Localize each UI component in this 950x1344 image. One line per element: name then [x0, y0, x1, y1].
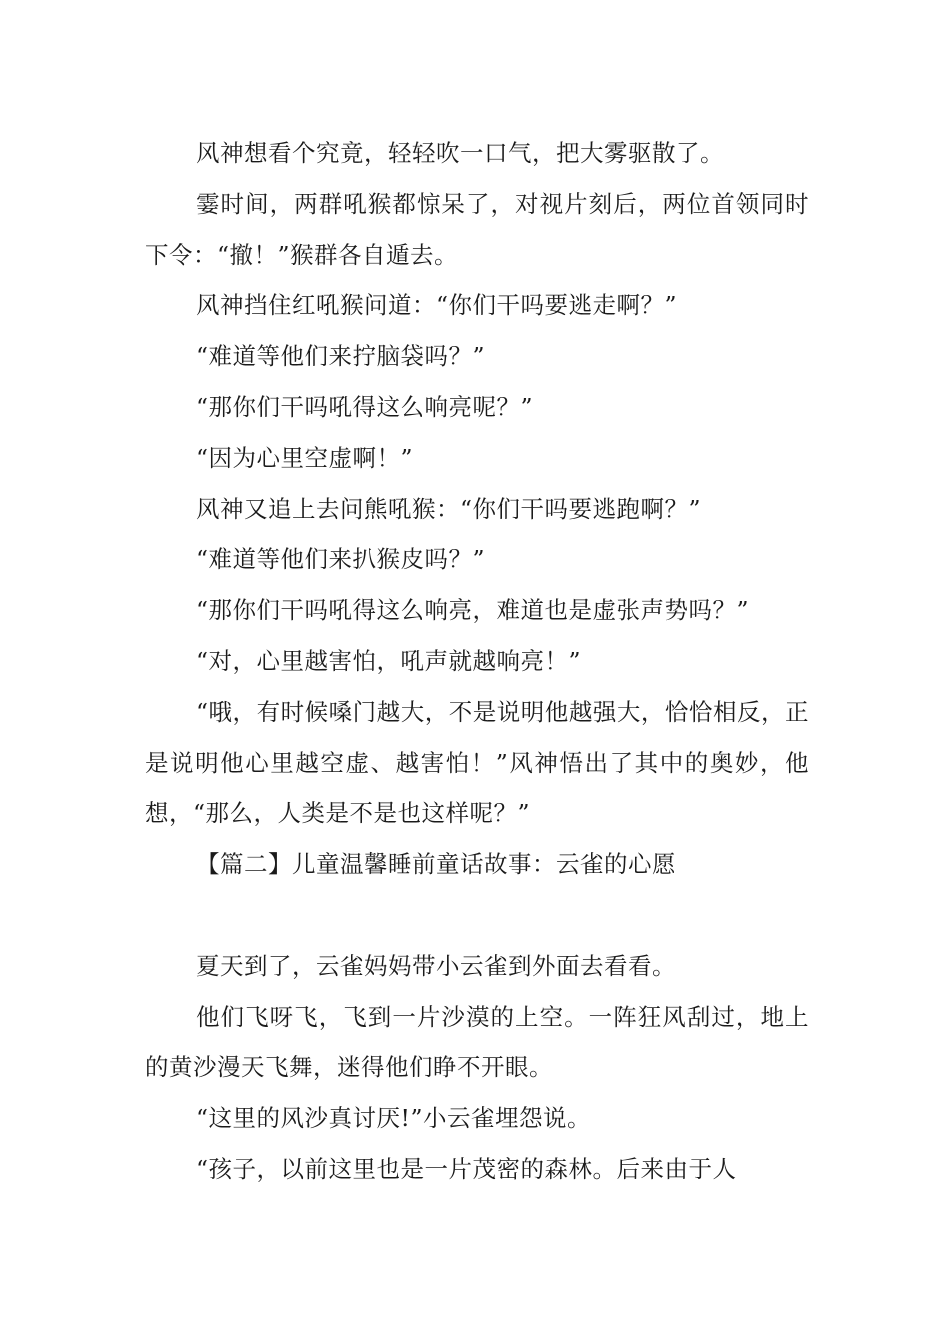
paragraph: “那你们干吗吼得这么响亮，难道也是虚张声势吗？”	[196, 596, 750, 625]
paragraph: “因为心里空虚啊！”	[196, 443, 414, 472]
paragraph: “难道等他们来扒猴皮吗？”	[196, 545, 486, 574]
paragraph: “哦，有时候嗓门越大，不是说明他越强大，恰恰相反，正是说明他心里越空虚、越害怕！”风神悟出了其中的奥妙，他想，“那么，人类是不是也这样呢？”	[145, 697, 809, 828]
paragraph: 霎时间，两群吼猴都惊呆了，对视片刻后，两位首领同时下令：“撤！”猴群各自遁去。	[145, 189, 809, 269]
paragraph: “这里的风沙真讨厌!”小云雀埋怨说。	[196, 1104, 591, 1133]
paragraph: “那你们干吗吼得这么响亮呢？”	[196, 392, 534, 421]
paragraph: “难道等他们来拧脑袋吗？”	[196, 342, 486, 371]
paragraph: 风神又追上去问熊吼猴：“你们干吗要逃跑啊？”	[196, 494, 702, 523]
paragraph: 风神想看个究竟，轻轻吹一口气，把大雾驱散了。	[196, 139, 724, 167]
paragraph: “孩子，以前这里也是一片茂密的森林。后来由于人	[196, 1154, 737, 1183]
story-text	[145, 128, 809, 1195]
paragraph: “对，心里越害怕，吼声就越响亮！”	[196, 646, 582, 675]
paragraph: 风神挡住红吼猴问道：“你们干吗要逃走啊？”	[196, 291, 678, 320]
blank-line	[145, 890, 809, 941]
section-heading: 【篇二】儿童温馨睡前童话故事：云雀的心愿	[196, 850, 676, 879]
paragraph: 夏天到了，云雀妈妈带小云雀到外面去看看。	[196, 951, 676, 980]
paragraph: 他们飞呀飞，飞到一片沙漠的上空。一阵狂风刮过，地上的黄沙漫天飞舞，迷得他们睁不开眼。	[145, 1002, 809, 1082]
